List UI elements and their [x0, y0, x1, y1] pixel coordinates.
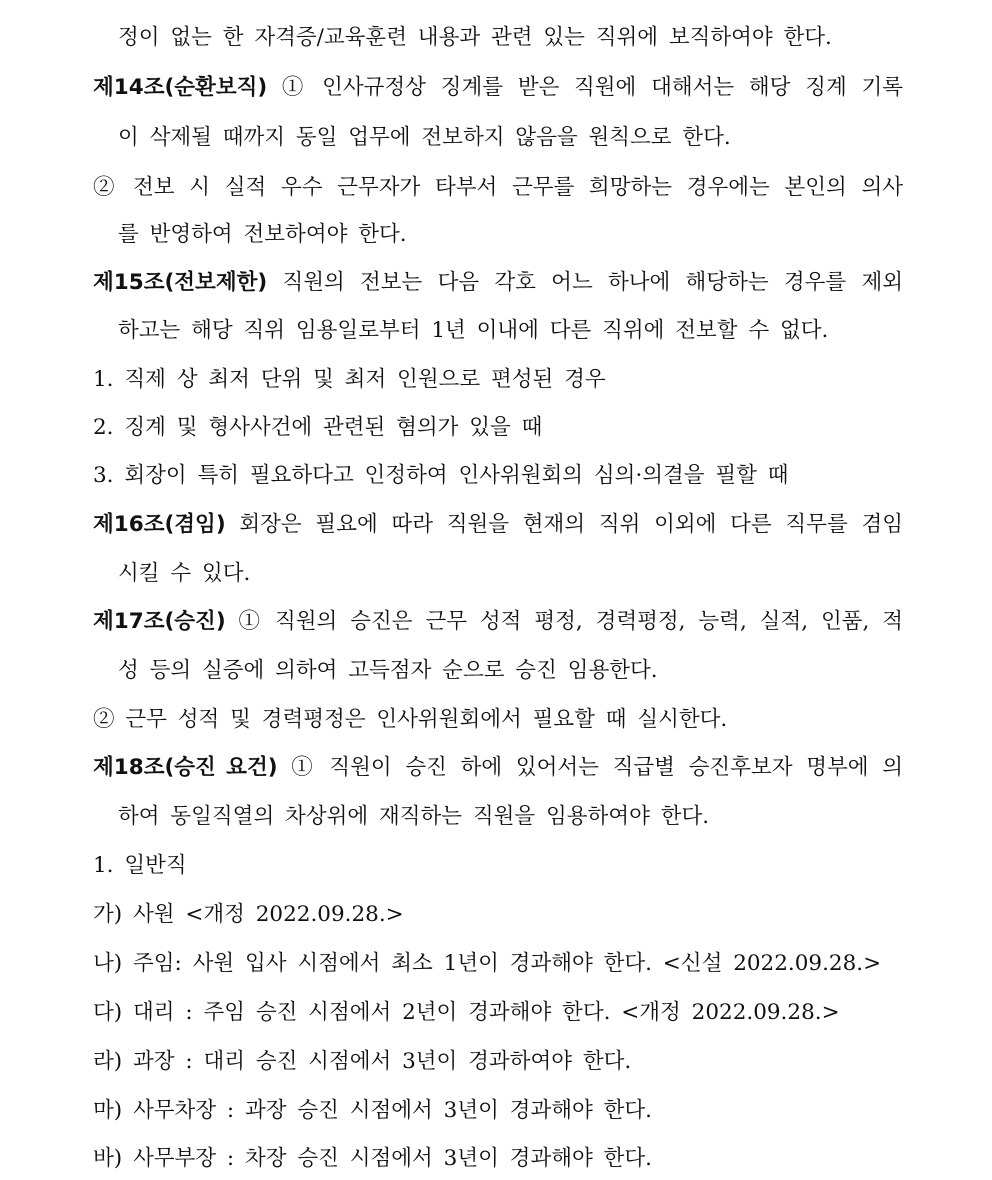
list-item-text: 바) 사무부장 : 차장 승진 시점에서 3년이 경과해야 한다.: [93, 1146, 652, 1171]
article-16-line: [93, 510, 903, 540]
list-item: [93, 1047, 903, 1077]
text-line: [118, 23, 903, 53]
list-item-text: 다) 대리 : 주임 승진 시점에서 2년이 경과해야 한다. <개정 2022.09.28.>: [93, 1000, 840, 1025]
list-item: [93, 998, 903, 1028]
text-line: [118, 559, 903, 589]
list-item-text: 나) 주임: 사원 입사 시점에서 최소 1년이 경과해야 한다. <신설 2022.09.28.>: [93, 951, 882, 976]
paragraph-continuation: 성 등의 실증에 의하여 고득점자 순으로 승진 임용한다.: [118, 658, 658, 683]
text-line: [118, 316, 903, 346]
list-item: [93, 365, 903, 395]
article-15-line: [93, 268, 903, 298]
article-17-line: [93, 607, 903, 637]
article-text: 직원의 전보는 다음 각호 어느 하나에 해당하는 경우를 제외: [267, 270, 903, 295]
article-14-line: [93, 73, 903, 103]
list-item-text: 1. 일반직: [93, 853, 187, 878]
article-heading: 제18조(승진 요건): [93, 755, 278, 780]
article-heading: 제15조(전보제한): [93, 270, 268, 295]
article-heading: 제14조(순환보직): [93, 75, 268, 100]
paragraph-continuation: 이 삭제될 때까지 동일 업무에 전보하지 않음을 원칙으로 한다.: [118, 125, 731, 150]
text-line: [118, 123, 903, 153]
text-line: [93, 173, 903, 203]
article-text: ① 인사규정상 징계를 받은 직원에 대해서는 해당 징계 기록: [267, 75, 903, 100]
paragraph-continuation: 시킬 수 있다.: [118, 561, 251, 586]
article-heading: 제17조(승진): [93, 609, 226, 634]
list-item: [93, 949, 903, 979]
text-line: [118, 220, 903, 250]
text-line: [118, 802, 903, 832]
paragraph-text: ② 근무 성적 및 경력평정은 인사위원회에서 필요할 때 실시한다.: [93, 707, 728, 732]
list-item: [93, 1144, 903, 1174]
article-text: ① 직원이 승진 하에 있어서는 직급별 승진후보자 명부에 의: [277, 755, 903, 780]
list-item: [93, 1096, 903, 1126]
article-text: ① 직원의 승진은 근무 성적 평정, 경력평정, 능력, 실적, 인품, 적: [225, 609, 903, 634]
list-item-text: 2. 징계 및 형사사건에 관련된 혐의가 있을 때: [93, 415, 543, 440]
list-item-text: 라) 과장 : 대리 승진 시점에서 3년이 경과하여야 한다.: [93, 1049, 632, 1074]
paragraph-continuation: 하고는 해당 직위 임용일로부터 1년 이내에 다른 직위에 전보할 수 없다.: [118, 318, 829, 343]
text-line: [118, 656, 903, 686]
article-text: 회장은 필요에 따라 직원을 현재의 직위 이외에 다른 직무를 겸임: [225, 512, 903, 537]
paragraph-continuation: 를 반영하여 전보하여야 한다.: [118, 222, 407, 247]
article-heading: 제16조(겸임): [93, 512, 226, 537]
list-item: [93, 413, 903, 443]
paragraph-continuation: 하여 동일직열의 차상위에 재직하는 직원을 임용하여야 한다.: [118, 804, 710, 829]
list-item: [93, 461, 903, 491]
text-line: [93, 705, 903, 735]
list-item-text: 마) 사무차장 : 과장 승진 시점에서 3년이 경과해야 한다.: [93, 1098, 652, 1123]
paragraph-continuation: 정이 없는 한 자격증/교육훈련 내용과 관련 있는 직위에 보직하여야 한다.: [118, 25, 832, 50]
article-18-line: [93, 753, 903, 783]
list-item: [93, 851, 903, 881]
list-item: [93, 900, 903, 930]
list-item-text: 가) 사원 <개정 2022.09.28.>: [93, 902, 404, 927]
list-item-text: 3. 회장이 특히 필요하다고 인정하여 인사위원회의 심의·의결을 필할 때: [93, 463, 789, 488]
list-item-text: 1. 직제 상 최저 단위 및 최저 인원으로 편성된 경우: [93, 367, 606, 392]
paragraph-text: ② 전보 시 실적 우수 근무자가 타부서 근무를 희망하는 경우에는 본인의 의사: [93, 175, 903, 200]
